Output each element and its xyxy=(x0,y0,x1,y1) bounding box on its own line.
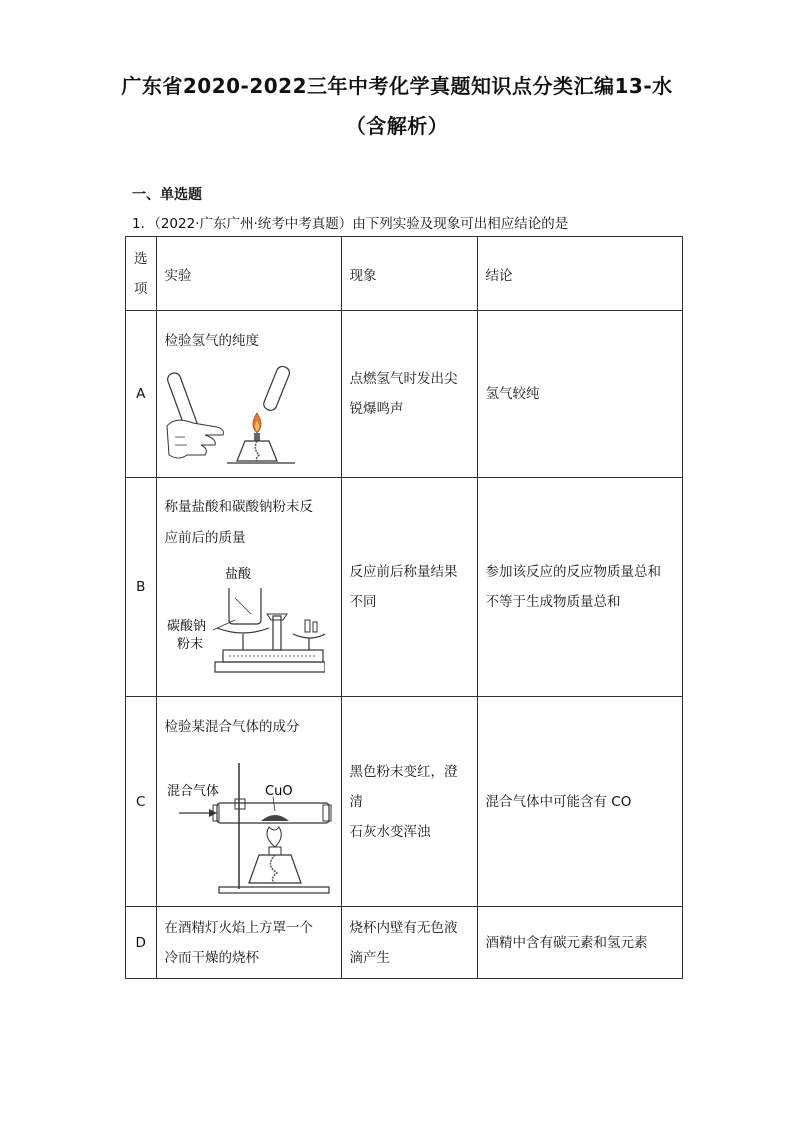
cuo-reduction-figure xyxy=(165,747,333,897)
figure-label-cuo: CuO xyxy=(264,784,293,799)
header-experiment: 实验 xyxy=(156,237,341,311)
figure-label-gas: 混合气体 xyxy=(166,784,219,799)
table-row xyxy=(126,478,683,697)
conclusion-cell: 参加该反应的反应物质量总和 不等于生成物质量总和 xyxy=(477,478,682,697)
section-heading: 一、单选题 xyxy=(132,187,202,203)
phenomenon-cell: 点燃氢气时发出尖 锐爆鸣声 xyxy=(341,311,477,478)
header-phenomenon: 现象 xyxy=(341,237,477,311)
experiment-cell: 检验氢气的纯度 xyxy=(156,311,341,478)
question-stem: 1．（2022·广东广州·统考中考真题）由下列实验及现象可出相应结论的是 xyxy=(132,216,569,232)
page-subtitle: （含解析） xyxy=(345,114,449,138)
phenomenon-cell: 反应前后称量结果 不同 xyxy=(341,478,477,697)
phenomenon-cell: 烧杯内壁有无色液 滴产生 xyxy=(341,907,477,979)
figure-label-powder-2: 粉末 xyxy=(176,637,203,652)
conclusion-cell: 氢气较纯 xyxy=(477,311,682,478)
hydrogen-purity-test-figure xyxy=(165,361,307,469)
option-label: D xyxy=(126,907,157,979)
experiment-cell: 在酒精灯火焰上方罩一个 冷而干燥的烧杯 xyxy=(156,907,341,979)
figure-label-acid: 盐酸 xyxy=(224,567,251,582)
experiment-cell: 称量盐酸和碳酸钠粉末反 应前后的质量 盐酸 碳酸钠 粉末 xyxy=(156,478,341,697)
option-label: B xyxy=(126,478,157,697)
table-row xyxy=(126,697,683,907)
figure-label-powder-1: 碳酸钠 xyxy=(166,619,206,634)
question-table xyxy=(125,236,683,979)
header-conclusion: 结论 xyxy=(477,237,682,311)
balance-figure xyxy=(165,558,325,688)
table-row xyxy=(126,311,683,478)
conclusion-cell: 混合气体中可能含有 CO xyxy=(477,697,682,907)
page-title: 广东省2020-2022三年中考化学真题知识点分类汇编13-水 xyxy=(121,74,673,98)
experiment-cell: 检验某混合气体的成分 混合气体 CuO xyxy=(156,697,341,907)
option-label: A xyxy=(126,311,157,478)
conclusion-cell: 酒精中含有碳元素和氢元素 xyxy=(477,907,682,979)
header-option: 选 项 xyxy=(126,237,157,311)
option-label: C xyxy=(126,697,157,907)
phenomenon-cell: 黑色粉末变红，澄清 石灰水变浑浊 xyxy=(341,697,477,907)
table-header-row xyxy=(126,237,683,311)
table-row xyxy=(126,907,683,979)
